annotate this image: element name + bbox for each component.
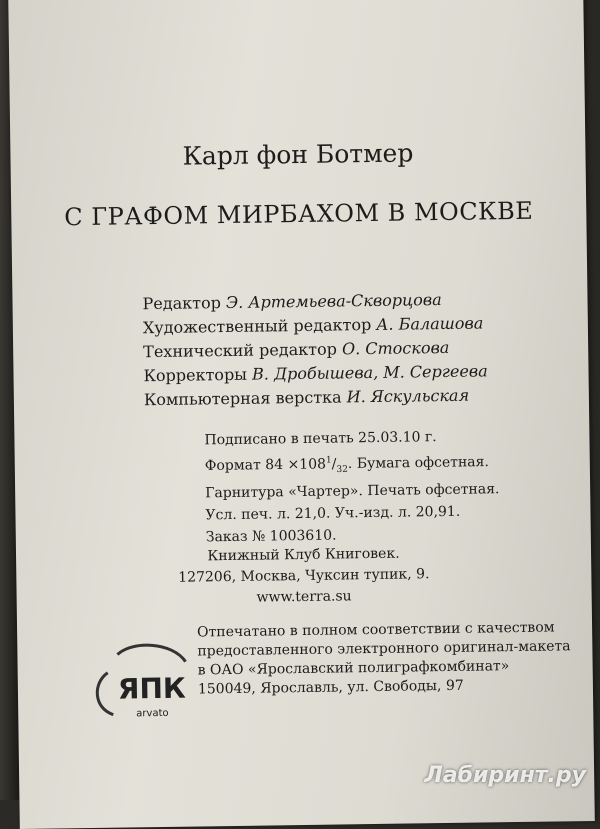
credit-line: Художественный редактор А. Балашова bbox=[142, 313, 484, 338]
book-page bbox=[8, 0, 595, 829]
credit-line: Корректоры В. Дробышева, М. Сергеева bbox=[143, 361, 488, 386]
printer-logo bbox=[77, 642, 193, 724]
logo-subtext: arvato bbox=[136, 707, 169, 720]
publisher-block bbox=[16, 541, 592, 612]
credit-line: Компьютерная верстка И. Яскульская bbox=[143, 385, 470, 410]
imprint-block bbox=[204, 425, 500, 549]
printer-line: в ОАО «Ярославский полиграфкомбинат» bbox=[197, 658, 510, 679]
site-watermark: Лабиринт.ру bbox=[424, 763, 586, 788]
printer-line: Отпечатано в полном соответствии с качеством bbox=[197, 619, 555, 641]
printer-line: предоставленного электронного оригинал-макета bbox=[197, 638, 571, 660]
publisher-address: 127206, Москва, Чуксин тупик, 9. bbox=[178, 566, 430, 586]
imprint-typeface: Гарнитура «Чартер». Печать офсетная. bbox=[205, 481, 500, 502]
imprint-order: Заказ № 1003610. bbox=[205, 527, 337, 546]
logo-text: ЯПК bbox=[117, 671, 187, 706]
imprint-format: Формат $84 \times 108^1/_{32}$. Бумага офсетная. bbox=[204, 454, 489, 475]
imprint-signed: Подписано в печать 25.03.10 г. bbox=[204, 429, 437, 449]
book-author: Карл фон Ботмер bbox=[182, 138, 414, 171]
publisher-name: Книжный Клуб Книговек. bbox=[207, 545, 400, 565]
publisher-website: www.terra.su bbox=[256, 588, 352, 606]
imprint-sheets: Усл. печ. л. 21,0. Уч.-изд. л. 20,91. bbox=[205, 504, 461, 524]
credit-line: Редактор Э. Артемьева-Скворцова bbox=[142, 290, 442, 314]
credits-block bbox=[142, 287, 488, 412]
printer-block bbox=[197, 618, 571, 699]
printer-line: 150049, Ярославль, ул. Свободы, 97 bbox=[197, 677, 464, 698]
credit-line: Технический редактор О. Стоскова bbox=[143, 337, 450, 362]
book-title: С ГРАФОМ МИРБАХОМ В МОСКВЕ bbox=[64, 196, 534, 232]
